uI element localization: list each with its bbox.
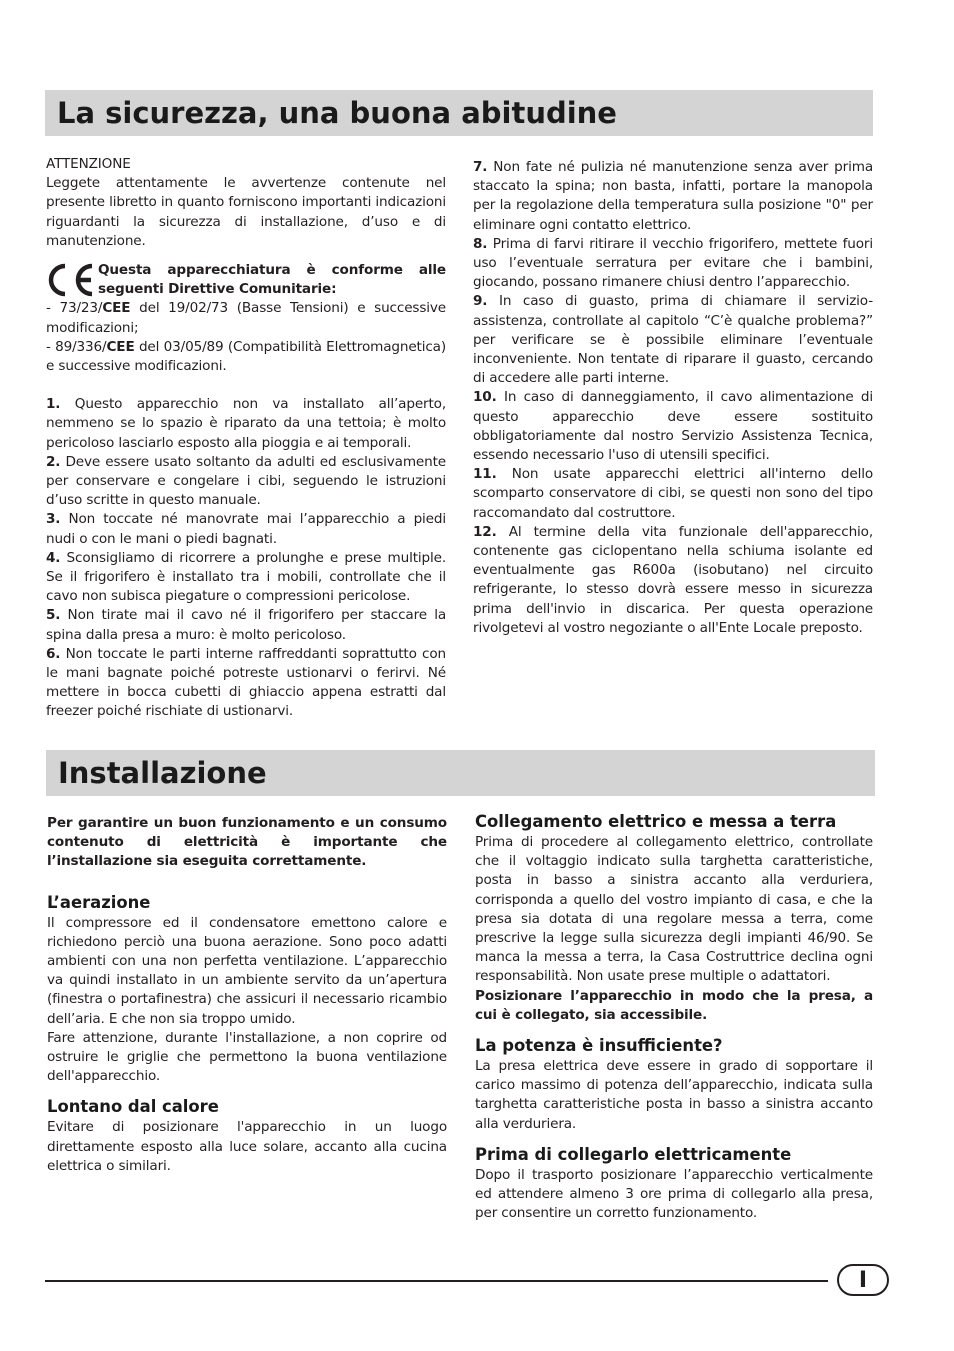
safety-column-right xyxy=(473,158,873,638)
directive-item: - 73/23/CEE del 19/02/73 (Basse Tensioni) e successive modificazioni; xyxy=(46,300,447,336)
section-title-safety: La sicurezza, una buona abitudine xyxy=(45,90,873,136)
section-title-installation: Installazione xyxy=(46,750,875,796)
safety-rule-9: 9. In caso di guasto, prima di chiamare il servizio-assistenza, controllate al capitolo “C’è qualche problema?” per verificare se è possibile eliminare l’eventuale inconveniente. Non tentate di riparare il guasto, cercando di accedere alle parti interne. xyxy=(473,293,873,387)
ce-mark-icon xyxy=(46,261,98,299)
page-language-badge: I xyxy=(837,1264,889,1296)
safety-rule-11: 11. Non usate apparecchi elettrici all'interno dello scomparto conservatore di cibi, se questi non sono del tipo raccomandato dal costruttore. xyxy=(473,466,873,521)
aeration-text-2: Fare attenzione, durante l'installazione, a non coprire od ostruire le griglie che permettono la buona ventilazione dell'apparecchio. xyxy=(47,1029,447,1085)
safety-rule-8: 8. Prima di farvi ritirare il vecchio frigorifero, mettete fuori uso l’eventuale serratura per evitare che i bambini, giocando, possano rimanere chiusi dentro l’apparecchio. xyxy=(473,235,873,291)
safety-rule-5: 5. Non tirate mai il cavo né il frigorifero per staccare la spina dalla presa a muro: è molto pericoloso. xyxy=(46,607,446,643)
heat-text: Evitare di posizionare l'apparecchio in un luogo direttamente esposto alla luce solare, accanto alla cucina elettrica o similari. xyxy=(47,1119,447,1174)
warning-heading: ATTENZIONE xyxy=(46,156,131,172)
warning-text: Leggete attentamente le avvertenze contenute nel presente libretto in quanto forniscono importanti indicazioni riguardanti la sicurezza di installazione, d’uso e di manutenzione. xyxy=(46,175,446,249)
power-heading: La potenza è insufficiente? xyxy=(475,1036,723,1056)
electrical-note: Posizionare l’apparecchio in modo che la presa, a cui è collegato, sia accessibile. xyxy=(475,987,873,1023)
before-connect-heading: Prima di collegarlo elettricamente xyxy=(475,1144,792,1164)
safety-rule-12: 12. Al termine della vita funzionale dell'apparecchio, contenente gas ciclopentano nella schiuma isolante ed eventualmente gas R600a (isobutano) nel circuito refrigerante, lo stesso dovrà essere messo in sicurezza prima dell'invio in discarica. Per questa operazione rivolgetevi al vostro negoziante o all'Ente Locale preposto. xyxy=(473,523,873,636)
safety-rule-6: 6. Non toccate le parti interne raffreddanti soprattutto con le mani bagnate poiché potreste ustionarvi o ferirvi. Né mettere in bocca cubetti di ghiaccio appena estratti dal freezer poiché rischiate di ustionarvi. xyxy=(46,645,446,720)
aeration-heading: L’aerazione xyxy=(47,892,151,912)
safety-rule-7: 7. Non fate né pulizia né manutenzione senza aver prima staccato la spina; non basta, infatti, portare la manopola per la regolazione della temperatura sulla posizione "0" per eliminare ogni contatto elettrico. xyxy=(473,159,873,233)
aeration-text-1: Il compressore ed il condensatore emettono calore e richiedono perciò una buona aerazione. Sono poco adatti ambienti con una non perfetta ventilazione. L’apparecchio va quindi installato in un ambiente servito da un’apertura (finestra o portafinestra) che assicuri il necessario ricambio dell’aria. E che non sia troppo umido. xyxy=(47,914,447,1027)
safety-rule-10: 10. In caso di danneggiamento, il cavo alimentazione di questo apparecchio deve essere sostituito obbligatoriamente dal nostro Servizio Assistenza Tecnica, essendo necessario l'uso di utensili specifici. xyxy=(473,389,873,464)
safety-rule-4: 4. Sconsigliamo di ricorrere a prolunghe e prese multiple. Se il frigorifero è installato tra i mobili, controllate che il cavo non subisca piegature o compressioni pericolose. xyxy=(46,549,446,605)
installation-intro: Per garantire un buon funzionamento e un consumo contenuto di elettricità è importante che l’installazione sia eseguita correttamente. xyxy=(47,815,447,870)
directive-item: - 89/336/CEE del 03/05/89 (Compatibilità Elettromagnetica) e successive modificazioni. xyxy=(46,338,447,375)
safety-rule-1: 1. Questo apparecchio non va installato all’aperto, nemmeno se lo spazio è riparato da una tettoia; è molto pericoloso lasciarlo esposto alla pioggia e ai temporali. xyxy=(46,396,446,451)
safety-rule-3: 3. Non toccate né manovrate mai l’apparecchio a piedi nudi o con le mani o piedi bagnati. xyxy=(46,511,446,547)
installation-column-left xyxy=(47,814,447,1176)
electrical-heading: Collegamento elettrico e messa a terra xyxy=(475,812,837,831)
installation-column-right xyxy=(475,811,873,1223)
electrical-text: Prima di procedere al collegamento elettrico, controllate che il voltaggio indicato sulla targhetta caratteristiche, posta in basso a sinistra accanto alla verduriera, corrisponda a quello del vostro impianto di casa, e che la presa sia dotata di una regolare messa a terra, come prescrive la legge sulla sicurezza degli impianti 46/90. Se manca la messa a terra, la Casa Costruttrice declina ogni responsabilità. Non usate prese multiple o adattatori. xyxy=(475,834,873,985)
heat-heading: Lontano dal calore xyxy=(47,1097,219,1117)
ce-conformity-block xyxy=(46,261,446,299)
footer-divider xyxy=(45,1280,828,1282)
safety-column-left xyxy=(46,155,446,722)
before-connect-text: Dopo il trasporto posizionare l’apparecchio verticalmente ed attendere almeno 3 ore prima di collegarlo alla presa, per consentire un corretto funzionamento. xyxy=(475,1166,873,1222)
ce-statement: Questa apparecchiatura è conforme alle seguenti Direttive Comunitarie: xyxy=(98,262,446,298)
safety-rule-2: 2. Deve essere usato soltanto da adulti ed esclusivamente per conservare e congelare i cibi, seguendo le istruzioni d’uso scritte in questo manuale. xyxy=(46,453,446,509)
power-text: La presa elettrica deve essere in grado di sopportare il carico massimo di potenza dell’apparecchio, indicata sulla targhetta caratteristiche posta in basso a sinistra accanto alla verduriera. xyxy=(475,1058,873,1132)
